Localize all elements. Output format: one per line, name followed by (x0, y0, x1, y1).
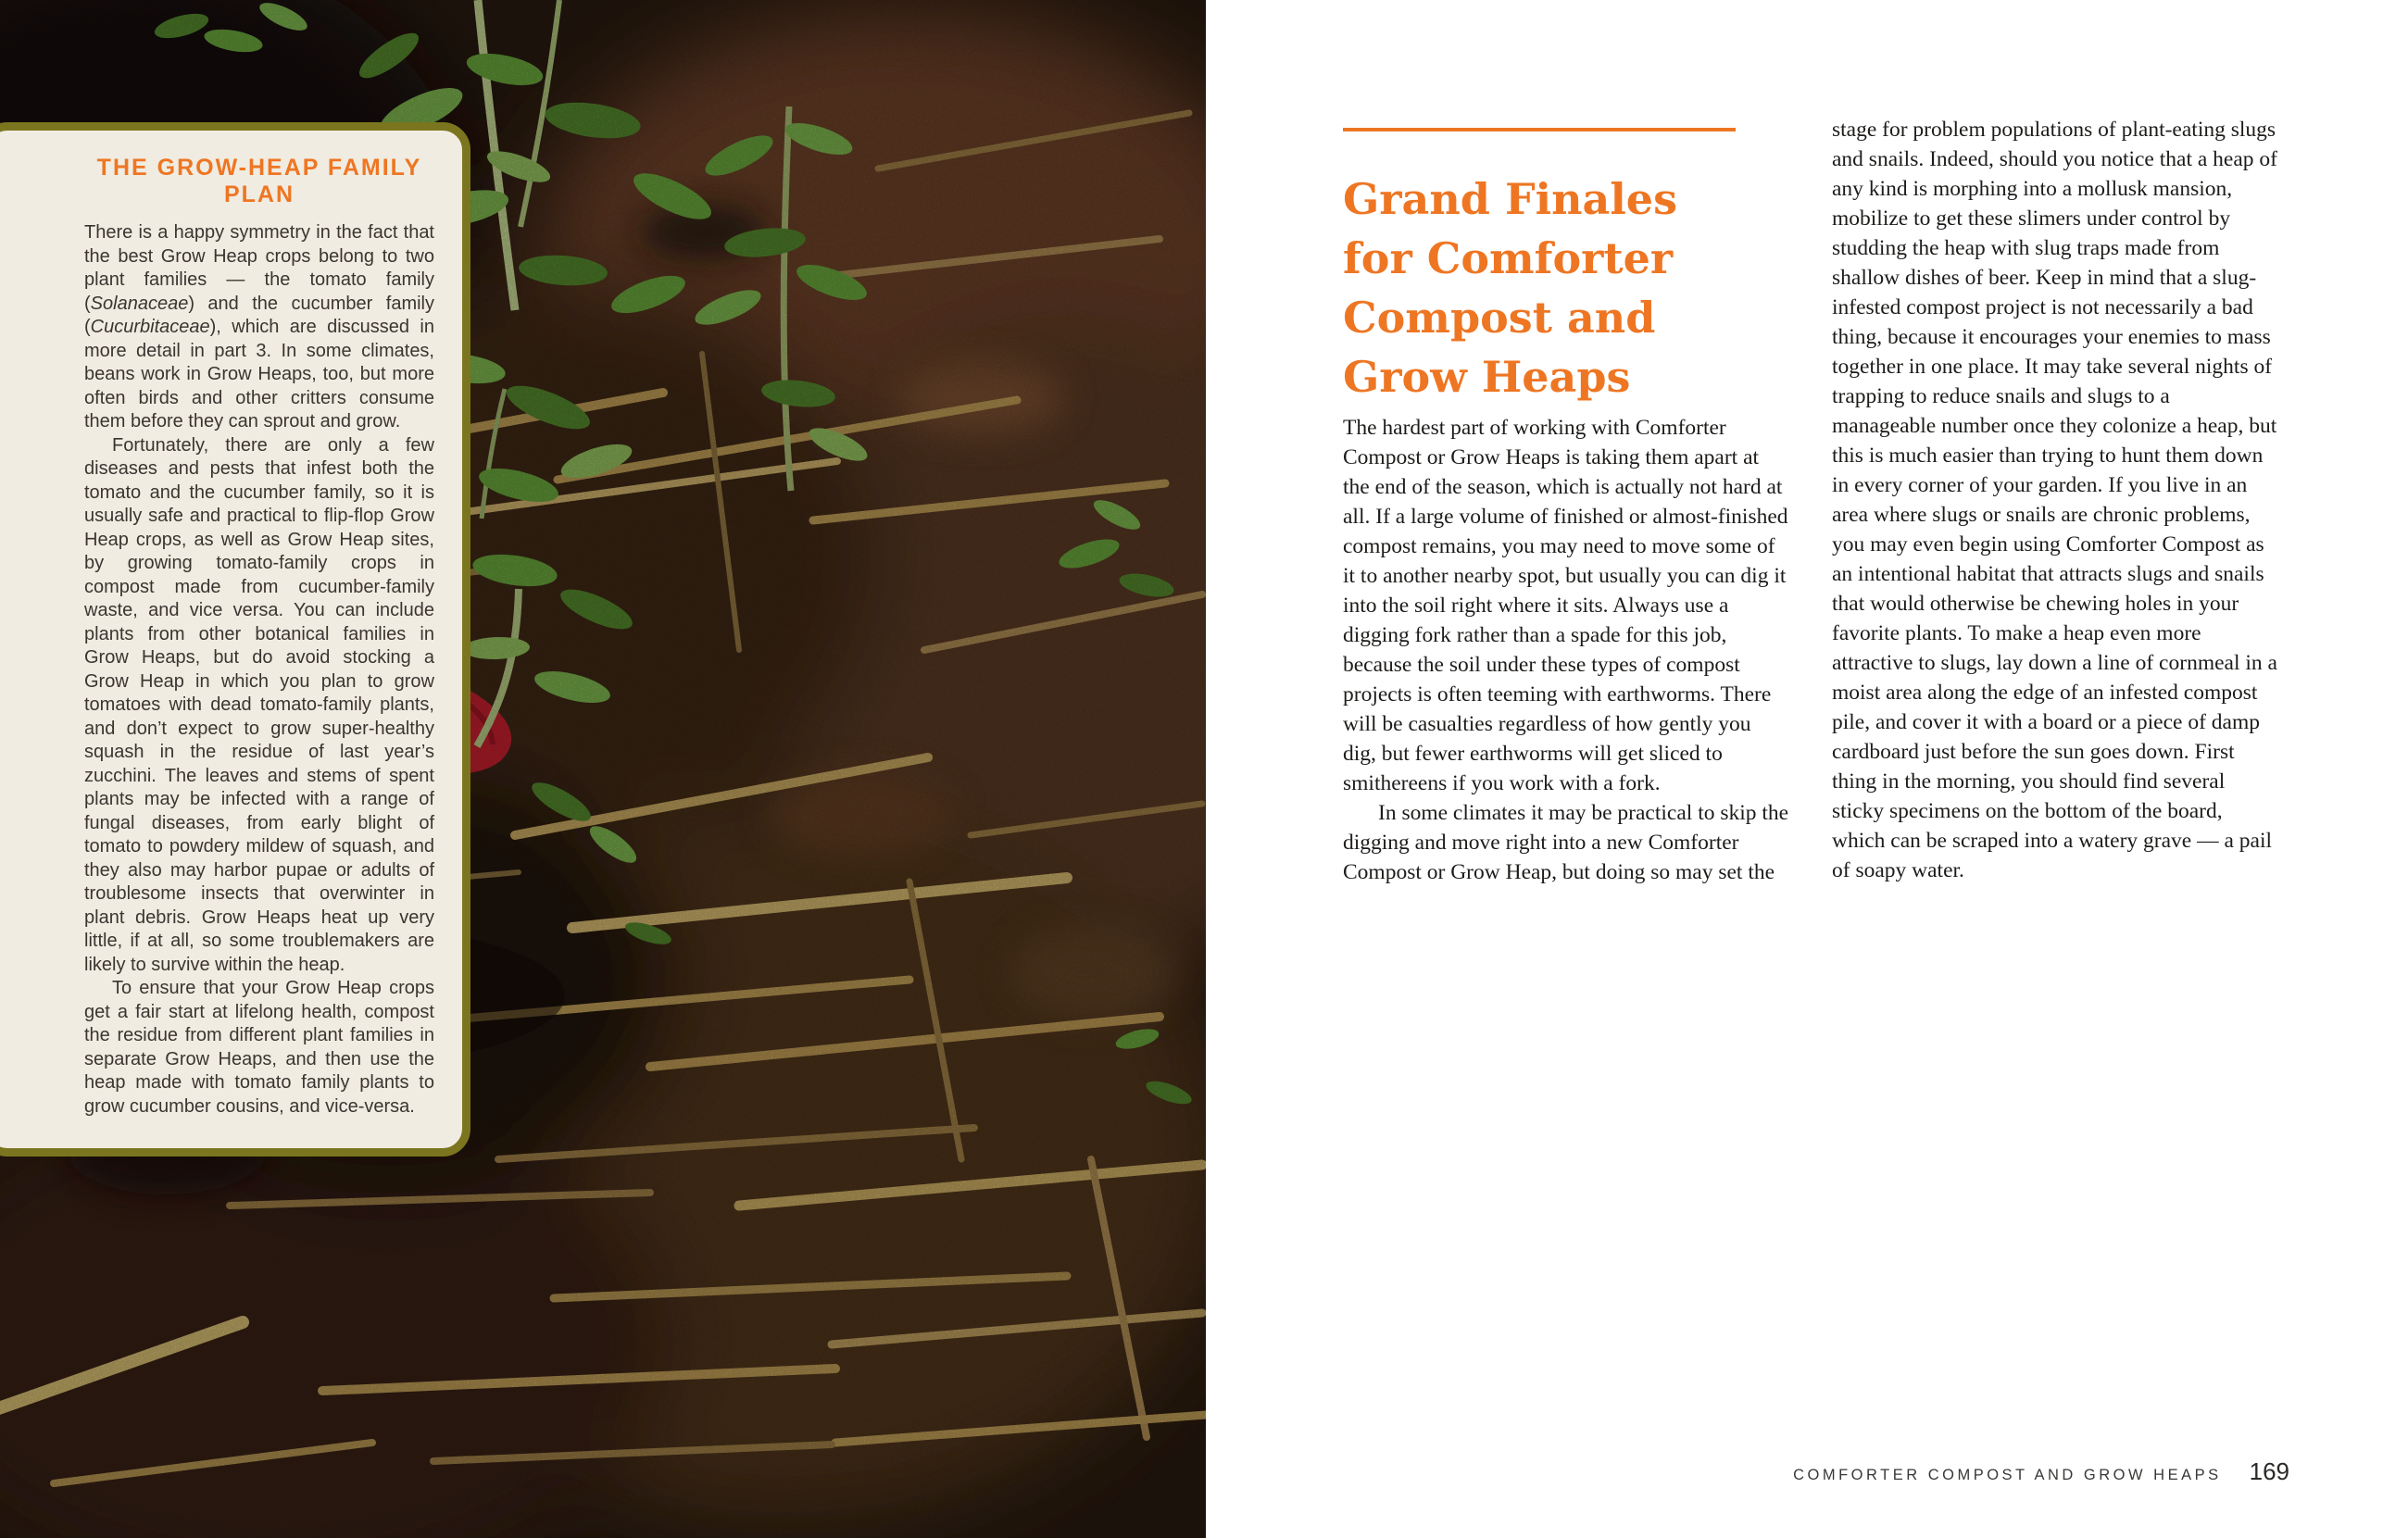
grow-heap-sidebar (0, 122, 470, 1157)
heading-line: Grow Heaps (1343, 351, 1631, 402)
sidebar-title: THE GROW-HEAP FAMILY PLAN (96, 155, 422, 207)
page-number: 169 (2249, 1457, 2289, 1485)
body-column-2 (1832, 115, 2278, 885)
section-heading (1343, 169, 1769, 406)
page-footer (1793, 1457, 2289, 1486)
running-head: COMFORTER COMPOST AND GROW HEAPS (1793, 1467, 2222, 1483)
latin-family-name: Cucurbitaceae (90, 317, 210, 337)
sidebar-paragraph-2: Fortunately, there are only a few diseases and pests that infest both the tomato and the cucumber family, so it is usually safe and practical to flip-flop Grow Heap crops, as well as Grow Heap sites, by growing tomato-family crops in compost made from cucumber-family waste, and vice versa. You can include plants from other botanical families in Grow Heaps, but do avoid stocking a Grow Heap in which you plan to grow tomatoes with dead tomato-family plants, and don’t expect to grow super-healthy squash in the residue of last year’s zucchini. The leaves and stems of spent plants may be infected with a range of fungal diseases, from early blight of tomato to powdery mildew of squash, and they also may harbor pupae or adults of troublesome insects that overwinter in plant debris. Grow Heaps heat up very little, if at all, so some troublemakers are likely to survive within the heap. (84, 434, 434, 975)
latin-family-name: Solanaceae (90, 293, 189, 314)
sidebar-paragraph-3: To ensure that your Grow Heap crops get a fair start at lifelong health, compost the residue from different plant families in separate Grow Heaps, and then use the heap made with tomato family plants to grow cucumber cousins, and vice-versa. (84, 978, 434, 1117)
section-rule (1343, 128, 1736, 131)
sidebar-paragraph-1: There is a happy symmetry in the fact that the best Grow Heap crops belong to two plant families — the tomato family (Solanaceae) and the cucumber family (Cucurbitaceae), which are discussed in more detail in part 3. In some climates, beans work in Grow Heaps, too, but more often birds and other critters consume them before they can sprout and grow. (84, 222, 434, 431)
body-column-1 (1343, 413, 1789, 887)
body-paragraph: stage for problem populations of plant-eating slugs and snails. Indeed, should you notice that a heap of any kind is morphing into a mollusk mansion, mobilize to get these slimers under control by studding the heap with slug traps made from shallow dishes of beer. Keep in mind that a slug-infested compost project is not necessarily a bad thing, because it encourages your enemies to mass together in one place. It may take several nights of trapping to reduce snails and slugs to a manageable number once they colonize a heap, but this is much easier than trying to hunt them down in every corner of your garden. If you live in an area where slugs or snails are chronic problems, you may even begin using Comforter Compost as an intentional habitat that attracts slugs and snails that would otherwise be chewing holes in your favorite plants. To make a heap even more attractive to slugs, lay down a line of cornmeal in a moist area along the edge of an infested compost pile, and cover it with a board or a piece of damp cardboard just before the sun goes down. First thing in the morning, you should find several sticky specimens on the bottom of the board, which can be scraped into a watery grave — a pail of soapy water. (1832, 118, 2277, 882)
body-paragraph: The hardest part of working with Comforter Compost or Grow Heaps is taking them apart at the end of the season, which is actually not hard at all. If a large volume of finished or almost-finished compost remains, you may need to move some of it to another nearby spot, but usually you can dig it into the soil right where it sits. Always use a digging fork rather than a spade for this job, because the soil under these types of compost projects is often teeming with earthworms. There will be casualties regardless of how gently you dig, but fewer earthworms will get sliced to smithereens if you work with a fork. (1343, 416, 1788, 795)
body-paragraph: In some climates it may be practical to skip the digging and move right into a new Comforter Compost or Grow Heap, but doing so may set the (1343, 801, 1789, 884)
heading-line: Compost and (1343, 292, 1656, 343)
heading-line: Grand Finales (1343, 173, 1677, 224)
heading-line: for Comforter (1343, 232, 1674, 283)
